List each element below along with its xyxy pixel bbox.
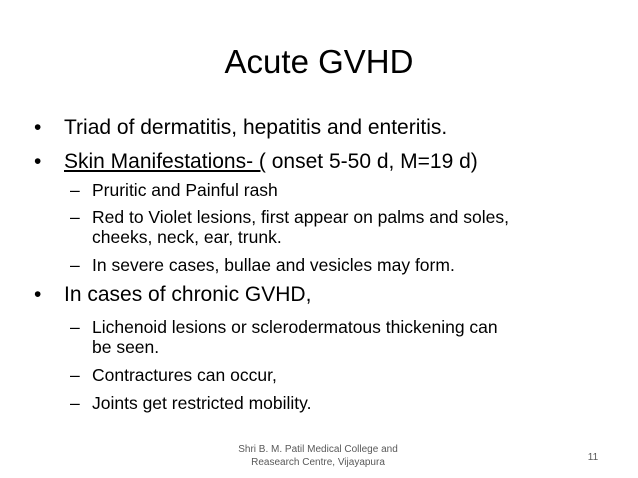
sub-bullet-text: Lichenoid lesions or sclerodermatous thickening can — [92, 317, 498, 337]
bullet-marker: • — [34, 283, 42, 306]
dash-marker: – — [70, 255, 80, 275]
sub-bullet-text: Contractures can occur, — [92, 365, 277, 385]
bullet-text: In cases of chronic GVHD, — [64, 283, 312, 306]
sub-bullet-text-continued: cheeks, neck, ear, trunk. — [92, 227, 282, 247]
footer-line-2: Reasearch Centre, Vijayapura — [251, 457, 385, 468]
bullet-marker: • — [34, 116, 42, 139]
sub-bullet-text: Red to Violet lesions, first appear on palms and soles, — [92, 207, 509, 227]
footer-line-1: Shri B. M. Patil Medical College and — [238, 444, 398, 455]
sub-bullet-text-continued: be seen. — [92, 337, 160, 357]
bullet-onset-text: onset 5-50 d, M=19 d) — [265, 150, 478, 173]
page-number: 11 — [587, 452, 599, 463]
dash-marker: – — [70, 180, 80, 200]
dash-marker: – — [70, 365, 80, 385]
bullet-text — [64, 149, 478, 175]
bullet-text: Triad of dermatitis, hepatitis and enteritis. — [64, 116, 448, 139]
bullet-marker: • — [34, 150, 42, 173]
dash-marker: – — [70, 207, 80, 227]
dash-marker: – — [70, 393, 80, 413]
sub-bullet-text: In severe cases, bullae and vesicles may form. — [92, 255, 455, 275]
slide-footer — [225, 443, 411, 469]
dash-marker: – — [70, 317, 80, 337]
sub-bullet-text: Pruritic and Painful rash — [92, 180, 278, 200]
slide-title: Acute GVHD — [224, 43, 414, 80]
bullet-underlined-heading: Skin Manifestations- ( — [64, 150, 266, 173]
sub-bullet-text: Joints get restricted mobility. — [92, 393, 312, 413]
